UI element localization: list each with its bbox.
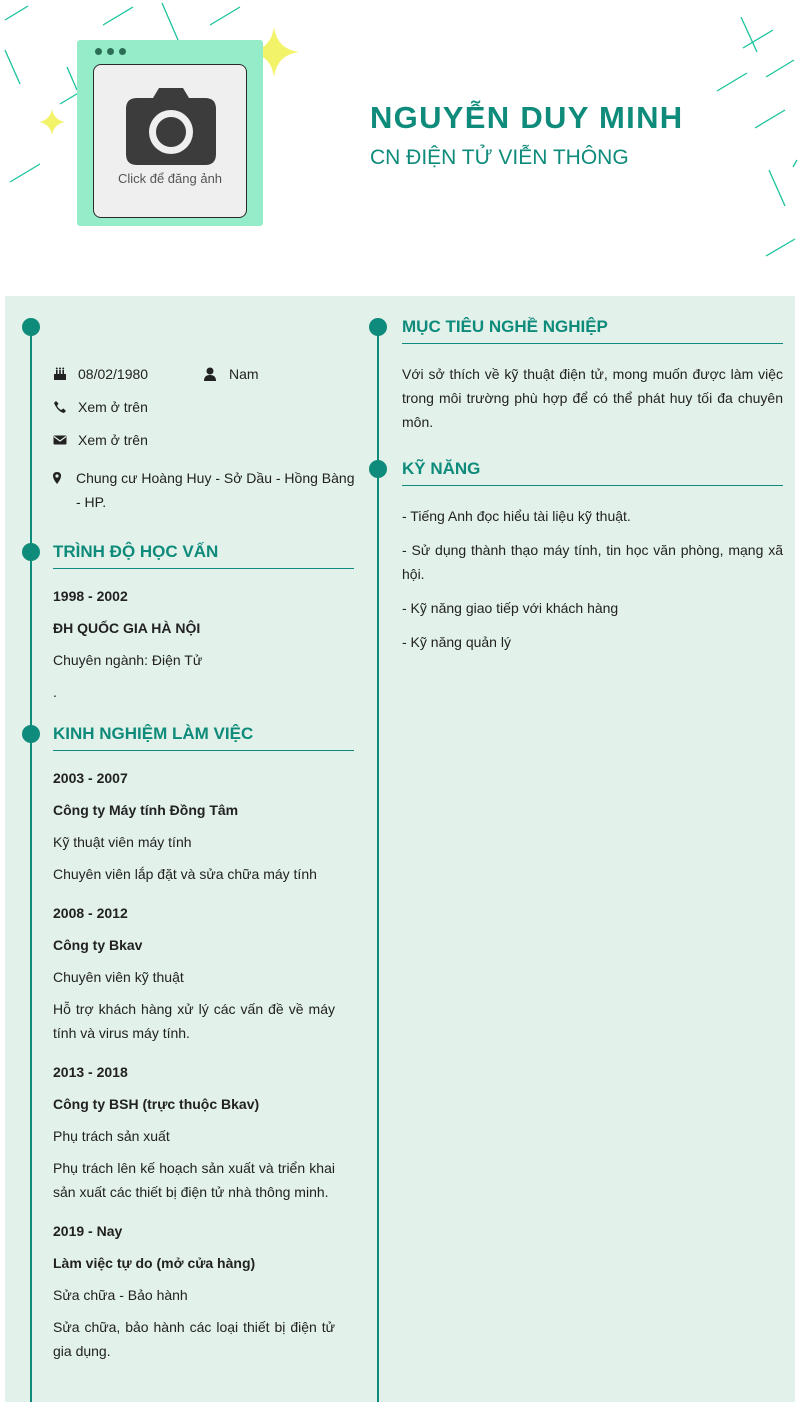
user-icon [203,367,217,381]
job-title: CN ĐIỆN TỬ VIỄN THÔNG [370,146,629,169]
gender: Nam [229,366,259,382]
timeline-dot [22,318,40,336]
job-period: 2008 - 2012 [53,905,128,921]
cv-header [0,0,800,296]
map-marker-icon [50,471,64,485]
birthday: 08/02/1980 [78,366,149,382]
job-company: Công ty BSH (trực thuộc Bkav) [53,1096,260,1112]
timeline-dot [22,543,40,561]
education-period: 1998 - 2002 [53,588,128,604]
sparkle-icon [39,109,65,135]
photo-upload[interactable] [93,64,247,218]
job-company: Làm việc tự do (mở cửa hàng) [53,1255,256,1271]
job-description: Phụ trách lên kế hoạch sản xuất và triển khai sản xuất các thiết bị điện tử nhà thông minh. [53,1160,335,1200]
job-description: Hỗ trợ khách hàng xử lý các vấn đề về máy tính và virus máy tính. [53,1001,335,1041]
job-period: 2019 - Nay [53,1223,123,1239]
job-position: Sửa chữa - Bảo hành [53,1287,188,1303]
skill-item: - Sử dụng thành thạo máy tính, tin học văn phòng, mạng xã hội. [402,542,783,582]
experience-heading: KINH NGHIỆM LÀM VIỆC [53,724,354,751]
job-position: Chuyên viên kỹ thuật [53,969,184,985]
objective-text: Với sở thích về kỹ thuật điện tử, mong muốn được làm việc trong môi trường phù hợp để có thể phát huy tối đa chuyên môn. [402,366,783,430]
timeline-dot [22,725,40,743]
job-period: 2013 - 2018 [53,1064,128,1080]
skills-heading: KỸ NĂNG [402,459,783,486]
left-timeline [30,326,32,1402]
phone: Xem ở trên [78,399,148,415]
photo-frame [77,40,263,226]
job-position: Phụ trách sản xuất [53,1128,170,1144]
timeline-dot [369,318,387,336]
job-period: 2003 - 2007 [53,770,128,786]
cake-icon [53,367,67,381]
skill-item: - Kỹ năng quản lý [402,634,511,650]
right-timeline [377,326,379,1402]
phone-icon [53,400,67,414]
job-company: Công ty Bkav [53,937,143,953]
envelope-icon [53,433,67,447]
education-major: Chuyên ngành: Điện Tử [53,652,203,668]
camera-icon [125,87,217,167]
education-note: . [53,684,57,700]
photo-caption: Click để đăng ảnh [117,171,223,186]
job-description: Sửa chữa, bảo hành các loại thiết bị điện tử gia dụng. [53,1319,335,1359]
job-description: Chuyên viên lắp đặt và sửa chữa máy tính [53,866,317,882]
address: Chung cư Hoàng Huy - Sở Dầu - Hồng Bàng - HP. [76,470,355,510]
objective-heading: MỤC TIÊU NGHỀ NGHIỆP [402,317,783,344]
education-heading: TRÌNH ĐỘ HỌC VẤN [53,542,354,569]
education-school: ĐH QUỐC GIA HÀ NỘI [53,620,201,636]
skill-item: - Tiếng Anh đọc hiểu tài liệu kỹ thuật. [402,508,631,524]
job-company: Công ty Máy tính Đồng Tâm [53,802,239,818]
timeline-dot [369,460,387,478]
candidate-name: NGUYỄN DUY MINH [370,100,684,135]
skill-item: - Kỹ năng giao tiếp với khách hàng [402,600,619,616]
cv-body [5,296,795,1402]
job-position: Kỹ thuật viên máy tính [53,834,192,850]
window-dots [95,48,126,55]
email: Xem ở trên [78,432,148,448]
